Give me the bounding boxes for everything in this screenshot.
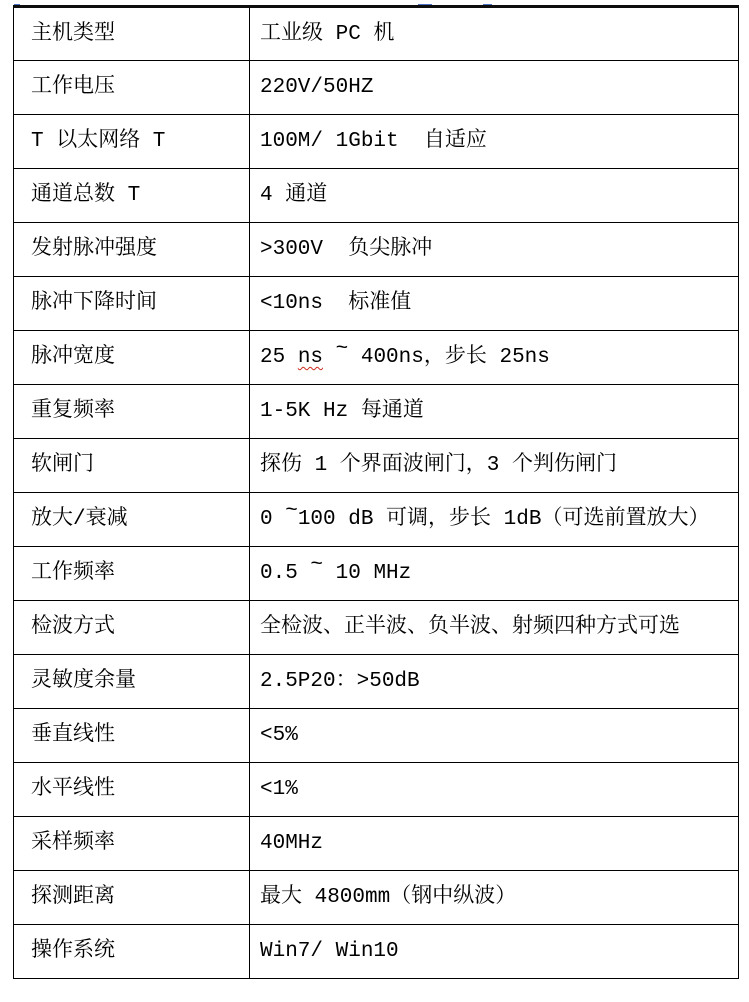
spec-label-cell: T 以太网络 T [14, 115, 250, 169]
spec-value-cell [250, 547, 739, 601]
spec-value-cell: 工业级 PC 机 [250, 7, 739, 61]
spec-table-row [14, 385, 739, 439]
spec-label-cell: 软闸门 [14, 439, 250, 493]
spec-label-cell: 工作电压 [14, 61, 250, 115]
spec-table-row [14, 7, 739, 61]
value-text: 25 [260, 346, 298, 369]
tilde-mark: ~ [285, 500, 298, 523]
spec-table-row [14, 61, 739, 115]
spec-value-cell: <5% [250, 709, 739, 763]
misspelled-word: ns [297, 346, 324, 369]
spec-table-row [14, 817, 739, 871]
spec-table-row [14, 547, 739, 601]
spec-table-row [14, 709, 739, 763]
spec-value-cell: <10ns 标准值 [250, 277, 739, 331]
spec-label-cell: 操作系统 [14, 925, 250, 979]
spec-label-cell: 探测距离 [14, 871, 250, 925]
spec-table-row [14, 169, 739, 223]
spec-value-cell: 全检波、正半波、负半波、射频四种方式可选 [250, 601, 739, 655]
value-text: 100 dB 可调，步长 1dB（可选前置放大） [297, 508, 710, 531]
spec-label-cell: 水平线性 [14, 763, 250, 817]
value-text: 0 [260, 508, 286, 531]
spec-table-row [14, 925, 739, 979]
spec-label-cell: 主机类型 [14, 7, 250, 61]
spec-label-cell: 灵敏度余量 [14, 655, 250, 709]
spec-table-row [14, 763, 739, 817]
tilde-mark: ~ [310, 554, 324, 577]
spec-table-body [14, 7, 739, 979]
spec-label-cell: 工作频率 [14, 547, 250, 601]
value-text: 0.5 [260, 562, 311, 585]
spec-value-cell: 220V/50HZ [250, 61, 739, 115]
spec-label-cell: 通道总数 T [14, 169, 250, 223]
spec-value-cell: 探伤 1 个界面波闸门，3 个判伤闸门 [250, 439, 739, 493]
value-text: 400ns，步长 25ns [348, 346, 550, 369]
spec-value-cell: 40MHz [250, 817, 739, 871]
value-text [323, 346, 336, 369]
spec-label-cell: 脉冲下降时间 [14, 277, 250, 331]
tilde-mark: ~ [335, 338, 349, 361]
spec-value-cell: Win7/ Win10 [250, 925, 739, 979]
spec-table-row [14, 655, 739, 709]
value-text: 10 MHz [323, 562, 412, 585]
spec-label-cell: 检波方式 [14, 601, 250, 655]
spec-label-cell: 重复频率 [14, 385, 250, 439]
spec-table-row [14, 277, 739, 331]
spec-value-cell: 4 通道 [250, 169, 739, 223]
spec-table [13, 5, 739, 979]
spec-label-cell: 发射脉冲强度 [14, 223, 250, 277]
spec-value-cell: >300V 负尖脉冲 [250, 223, 739, 277]
spec-table-row [14, 601, 739, 655]
spec-table-row [14, 871, 739, 925]
spec-value-cell: <1% [250, 763, 739, 817]
spec-value-cell: 最大 4800mm（钢中纵波） [250, 871, 739, 925]
spec-value-cell [250, 493, 739, 547]
spec-table-row [14, 331, 739, 385]
spec-label-cell: 采样频率 [14, 817, 250, 871]
spec-table-row [14, 115, 739, 169]
spec-value-cell [250, 331, 739, 385]
spec-label-cell: 放大/衰减 [14, 493, 250, 547]
spec-table-row [14, 223, 739, 277]
spec-table-row [14, 439, 739, 493]
spec-value-cell: 100M/ 1Gbit 自适应 [250, 115, 739, 169]
spec-label-cell: 脉冲宽度 [14, 331, 250, 385]
spec-label-cell: 垂直线性 [14, 709, 250, 763]
spec-table-row [14, 493, 739, 547]
spec-value-cell: 1-5K Hz 每通道 [250, 385, 739, 439]
spec-value-cell: 2.5P20：>50dB [250, 655, 739, 709]
